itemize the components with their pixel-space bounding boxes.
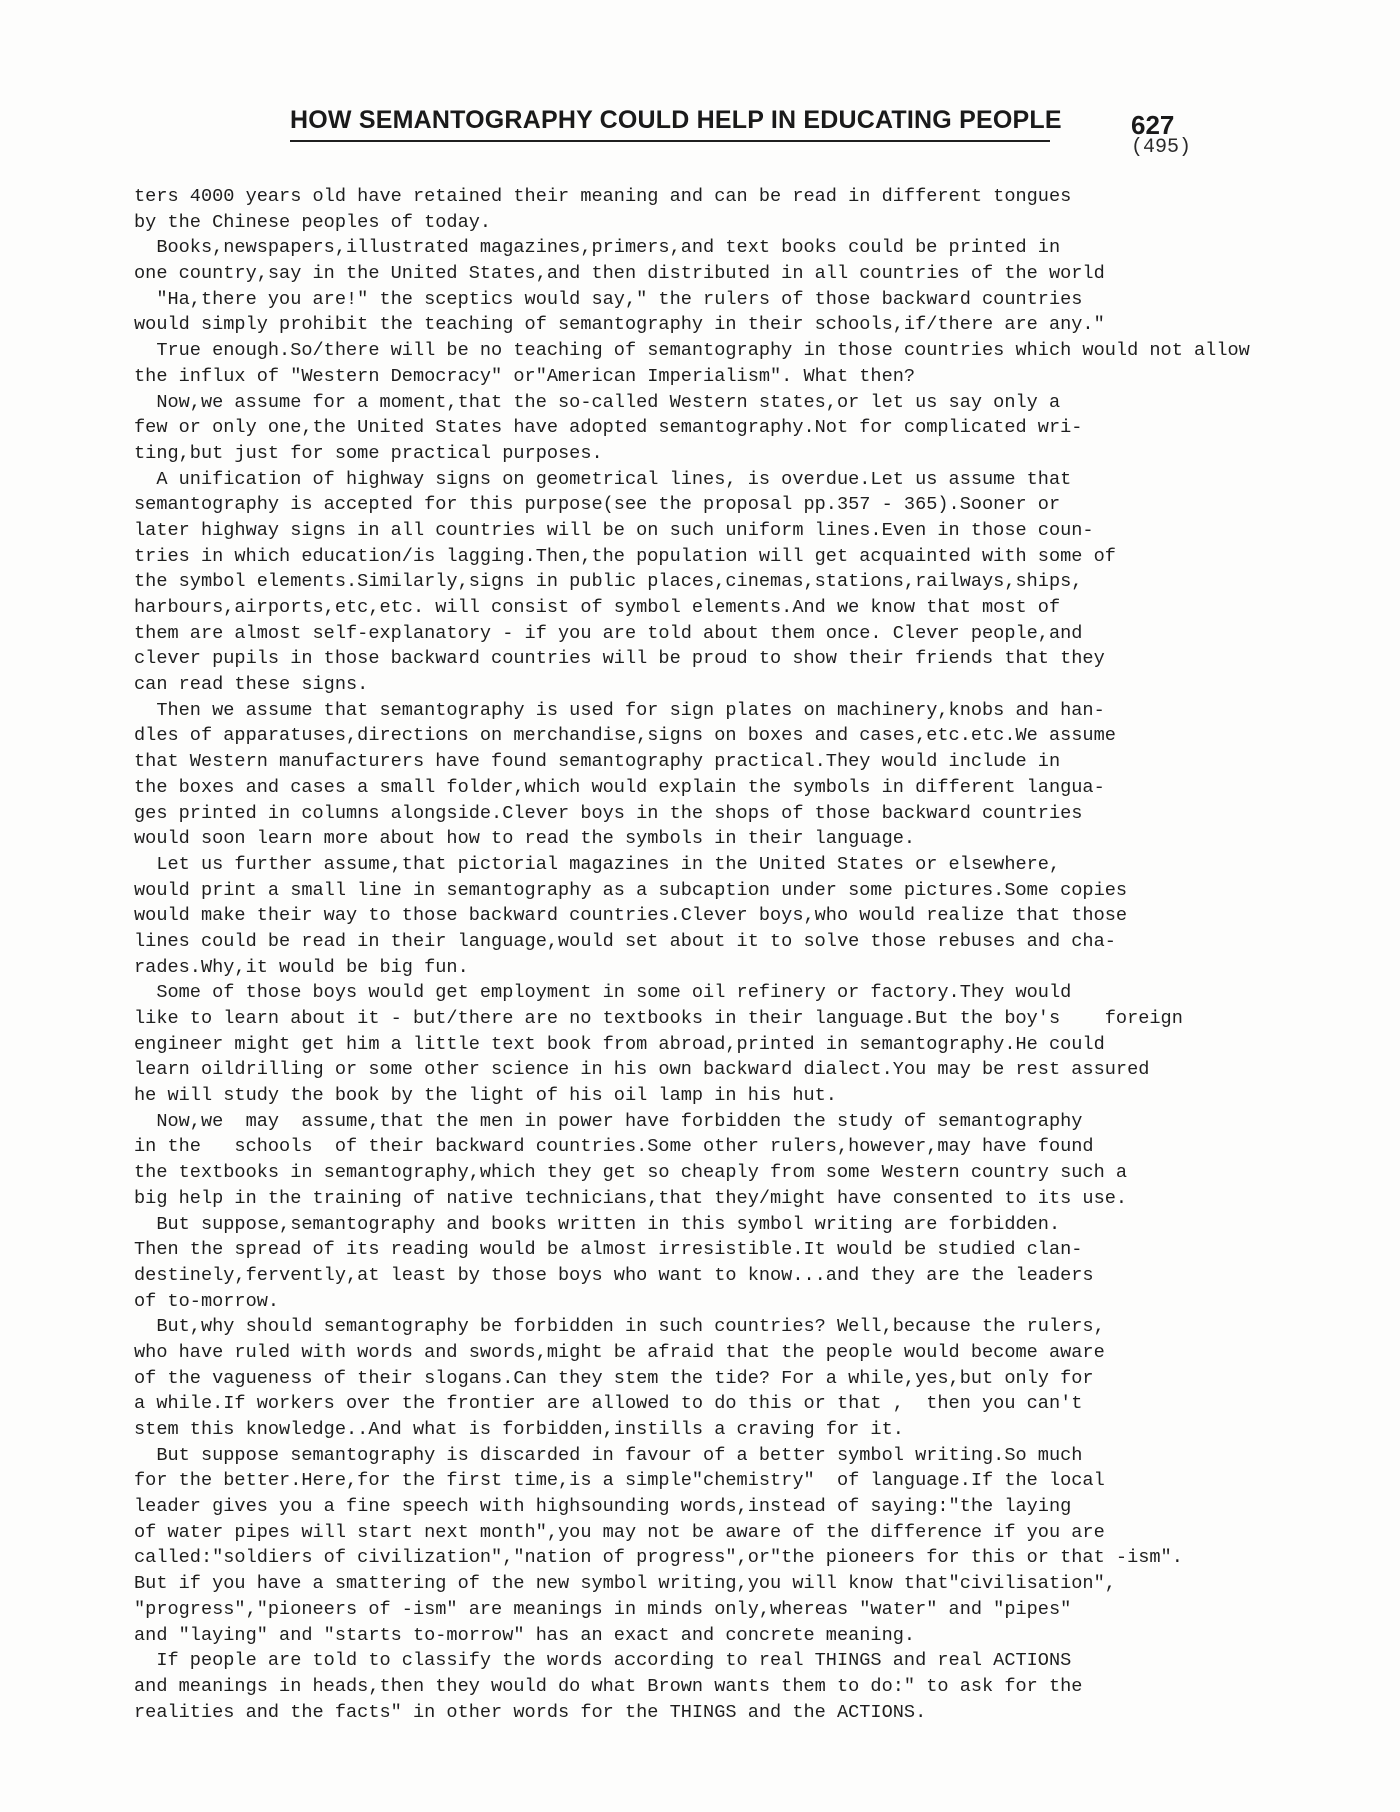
page-number: 627 — [1131, 110, 1175, 140]
text-line: would soon learn more about how to read the symbols in their language. — [134, 828, 916, 850]
text-line: he will study the book by the light of his oil lamp in his hut. — [134, 1085, 837, 1107]
text-line: Books,newspapers,illustrated magazines,primers,and text books could be printed in — [134, 237, 1061, 259]
text-line: Let us further assume,that pictorial magazines in the United States or elsewhere, — [134, 853, 1061, 875]
text-line: leader gives you a fine speech with highsounding words,instead of saying:"the laying — [134, 1496, 1072, 1518]
text-line: can read these signs. — [134, 674, 369, 696]
text-line: the influx of "Western Democracy" or"American Imperialism". What then? — [134, 365, 916, 387]
text-line: for the better.Here,for the first time,is a simple"chemistry" of language.If the local — [134, 1470, 1105, 1492]
text-line: in the schools of their backward countries.Some other rulers,however,may have found — [134, 1136, 1094, 1158]
text-line: by the Chinese peoples of today. — [134, 211, 492, 233]
text-line: "progress","pioneers of -ism" are meanings in minds only,whereas "water" and "pipes" — [134, 1598, 1072, 1620]
text-line: few or only one,the United States have adopted semantography.Not for complicated wri- — [134, 417, 1083, 439]
text-line: the symbol elements.Similarly,signs in public places,cinemas,stations,railways,ships, — [134, 571, 1083, 593]
text-line: of water pipes will start next month",you may not be aware of the difference if you are — [134, 1521, 1105, 1543]
text-line: later highway signs in all countries will be on such uniform lines.Even in those coun- — [134, 519, 1094, 541]
text-line: But,why should semantography be forbidden in such countries? Well,because the rulers, — [134, 1316, 1105, 1338]
text-line: But suppose semantography is discarded in favour of a better symbol writing.So much — [134, 1444, 1083, 1466]
text-line: would make their way to those backward countries.Clever boys,who would realize that those — [134, 905, 1128, 927]
title-underline — [290, 140, 1050, 142]
text-line: dles of apparatuses,directions on merchandise,signs on boxes and cases,etc.etc.We assume — [134, 725, 1116, 747]
text-line: and "laying" and "starts to-morrow" has an exact and concrete meaning. — [134, 1624, 916, 1646]
text-line: But if you have a smattering of the new symbol writing,you will know that"civilisation", — [134, 1573, 1116, 1595]
text-line: clever pupils in those backward countries will be proud to show their friends that they — [134, 648, 1105, 670]
text-line: learn oildrilling or some other science in his own backward dialect.You may be rest assured — [134, 1059, 1150, 1081]
text-line: called:"soldiers of civilization","nation of progress",or"the pioneers for this or that -ism". — [134, 1547, 1183, 1569]
text-line: Then the spread of its reading would be almost irresistible.It would be studied clan- — [134, 1239, 1083, 1261]
text-line: harbours,airports,etc,etc. will consist of symbol elements.And we know that most of — [134, 597, 1061, 618]
text-line: A unification of highway signs on geometrical lines, is overdue.Let us assume that — [134, 468, 1072, 490]
text-line: ting,but just for some practical purposes. — [134, 442, 603, 464]
text-line: of to-morrow. — [134, 1290, 280, 1312]
text-line: would print a small line in semantography as a subcaption under some pictures.Some copies — [134, 879, 1128, 901]
text-line: destinely,fervently,at least by those boys who want to know...and they are the leaders — [134, 1264, 1094, 1286]
text-line: one country,say in the United States,and then distributed in all countries of the world — [134, 263, 1105, 285]
text-line: tries in which education/is lagging.Then,the population will get acquainted with some of — [134, 545, 1116, 567]
text-line: If people are told to classify the words according to real THINGS and real ACTIONS — [134, 1650, 1072, 1672]
original-page-number: (495) — [1131, 136, 1192, 159]
text-line: stem this knowledge..And what is forbidden,instills a craving for it. — [134, 1419, 904, 1440]
text-line: lines could be read in their language,would set about it to solve those rebuses and cha- — [134, 930, 1116, 952]
text-line: of the vagueness of their slogans.Can they stem the tide? For a while,yes,but only for — [134, 1367, 1094, 1389]
text-line: that Western manufacturers have found semantography practical.They would include in — [134, 751, 1061, 773]
text-line: big help in the training of native technicians,that they/might have consented to its use. — [134, 1187, 1128, 1209]
text-line: "Ha,there you are!" the sceptics would say," the rulers of those backward countries — [134, 288, 1083, 310]
text-line: them are almost self-explanatory - if you are told about them once. Clever people,and — [134, 622, 1083, 644]
text-line: semantography is accepted for this purpose(see the proposal pp.357 - 365).Sooner or — [134, 494, 1061, 516]
text-line: a while.If workers over the frontier are allowed to do this or that , then you can't — [134, 1393, 1083, 1415]
text-line: engineer might get him a little text book from abroad,printed in semantography.He could — [134, 1033, 1105, 1055]
text-line: Now,we assume for a moment,that the so-called Western states,or let us say only a — [134, 391, 1061, 413]
text-line: But suppose,semantography and books written in this symbol writing are forbidden. — [134, 1213, 1061, 1235]
text-line: Some of those boys would get employment in some oil refinery or factory.They would — [134, 982, 1072, 1004]
text-line: would simply prohibit the teaching of semantography in their schools,if/there are any." — [134, 314, 1105, 336]
text-line: rades.Why,it would be big fun. — [134, 956, 469, 978]
text-line: Now,we may assume,that the men in power have forbidden the study of semantography — [134, 1110, 1083, 1132]
text-line: True enough.So/there will be no teaching of semantography in those countries which would not allow — [134, 340, 1250, 362]
text-line: realities and the facts" in other words for the THINGS and the ACTIONS. — [134, 1701, 927, 1723]
text-line: Then we assume that semantography is used for sign plates on machinery,knobs and han- — [134, 699, 1105, 721]
text-line: who have ruled with words and swords,might be afraid that the people would become aware — [134, 1341, 1105, 1363]
text-line: the boxes and cases a small folder,which would explain the symbols in different langua- — [134, 776, 1105, 798]
text-line: like to learn about it - but/there are no textbooks in their language.But the boy's foreign — [134, 1008, 1183, 1029]
text-line: and meanings in heads,then they would do what Brown wants them to do:" to ask for the — [134, 1675, 1083, 1697]
page-header — [290, 104, 1062, 136]
page-title: HOW SEMANTOGRAPHY COULD HELP IN EDUCATING PEOPLE — [290, 106, 1062, 134]
text-line: ters 4000 years old have retained their meaning and can be read in different tongues — [134, 186, 1072, 207]
body-text — [134, 184, 1274, 1725]
text-line: ges printed in columns alongside.Clever boys in the shops of those backward countries — [134, 802, 1083, 824]
text-line: the textbooks in semantography,which they get so cheaply from some Western country such a — [134, 1162, 1128, 1184]
